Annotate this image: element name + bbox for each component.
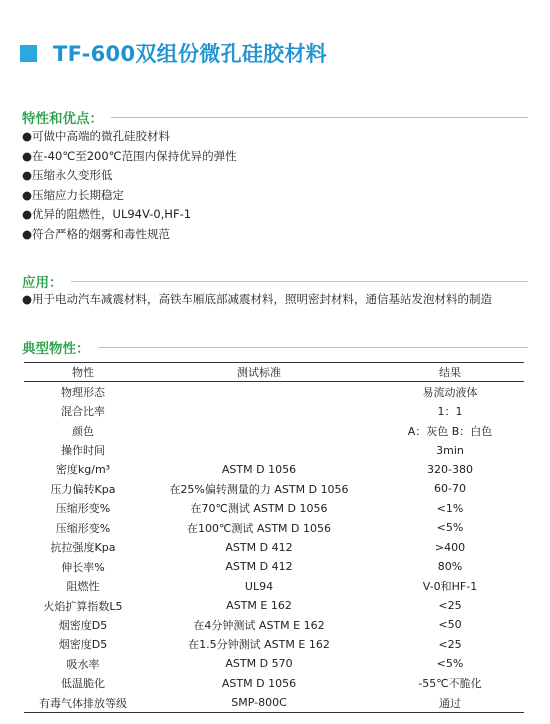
table-row [24, 557, 524, 576]
table-row [24, 596, 524, 615]
feature-item: ●优异的阻燃性，UL94V-0,HF-1 [22, 207, 192, 221]
cell-standard [142, 421, 376, 440]
cell-standard: ASTM D 1056 [221, 676, 297, 690]
cell-result: 1：1 [437, 405, 463, 419]
cell-standard [142, 382, 376, 402]
table-row [24, 654, 524, 673]
cell-property: 火焰扩算指数L5 [43, 599, 123, 613]
cell-result: 80% [437, 560, 463, 574]
table-row [24, 693, 524, 713]
cell-result: >400 [434, 540, 466, 554]
properties-section-header [22, 337, 528, 357]
application-section-header [22, 271, 528, 291]
table-row [24, 518, 524, 537]
table-row [24, 499, 524, 518]
feature-item: ●可做中高端的微孔硅胶材料 [22, 129, 171, 143]
table-row [24, 615, 524, 634]
cell-standard: 在25%偏转测量的力 ASTM D 1056 [169, 482, 349, 496]
cell-result: V-0和HF-1 [422, 580, 478, 594]
section-divider [111, 117, 528, 118]
table-row [24, 479, 524, 498]
cell-result: <1% [436, 501, 464, 515]
column-header-result: 结果 [376, 363, 524, 382]
table-row [24, 635, 524, 654]
cell-result: 320-380 [427, 462, 473, 476]
cell-standard: ASTM D 412 [225, 560, 293, 574]
properties-table [24, 362, 524, 713]
table-row [24, 421, 524, 440]
title-block [20, 38, 327, 68]
table-row [24, 401, 524, 420]
cell-property: 抗拉强度Kpa [50, 541, 116, 555]
application-heading: 应用： [22, 275, 63, 291]
application-list [22, 290, 492, 310]
title-square-marker [20, 45, 37, 62]
features-section-header [22, 107, 528, 127]
features-heading: 特性和优点： [22, 111, 103, 127]
cell-result: <25 [438, 599, 462, 613]
cell-property: 压缩形变% [55, 521, 111, 535]
cell-standard: SMP-800C [142, 693, 376, 713]
cell-result: A：灰色 B：白色 [407, 424, 493, 438]
cell-property: 低温脆化 [61, 677, 105, 691]
cell-property: 混合比率 [61, 405, 105, 419]
table-row [24, 674, 524, 693]
table-row [24, 538, 524, 557]
page-title: TF-600双组份微孔硅胶材料 [53, 42, 328, 66]
cell-standard [142, 440, 376, 459]
table-header-row [24, 363, 524, 382]
cell-standard: 在70℃测试 ASTM D 1056 [190, 502, 328, 516]
cell-result: 通过 [376, 693, 524, 713]
column-header-standard: 测试标准 [142, 363, 376, 382]
cell-property: 密度kg/m³ [55, 463, 111, 477]
cell-property: 压缩形变% [55, 502, 111, 516]
cell-result: <5% [436, 657, 464, 671]
cell-standard: ASTM D 570 [225, 657, 293, 671]
cell-result: <50 [438, 618, 462, 632]
cell-property: 烟密度D5 [58, 618, 108, 632]
cell-standard: ASTM D 412 [225, 540, 293, 554]
cell-result: 60-70 [434, 482, 466, 496]
cell-standard: ASTM D 1056 [221, 462, 297, 476]
cell-result: <25 [438, 637, 462, 651]
cell-property: 有毒气体排放等级 [24, 693, 142, 713]
cell-result: 3min [436, 443, 464, 457]
feature-item: ●在-40℃至200℃范围内保持优异的弹性 [22, 148, 237, 163]
cell-result: 易流动液体 [422, 385, 478, 399]
feature-item: ●压缩应力长期稳定 [22, 187, 125, 202]
cell-result: <5% [436, 521, 464, 535]
cell-standard: 在4分钟测试 ASTM E 162 [193, 618, 325, 632]
cell-result: -55℃不脆化 [418, 677, 482, 691]
properties-heading: 典型物性： [22, 341, 90, 357]
table-row [24, 460, 524, 479]
cell-standard: UL94 [244, 579, 274, 593]
table-row [24, 576, 524, 595]
cell-property: 伸长率% [61, 560, 105, 574]
cell-property: 物理形态 [61, 385, 105, 399]
cell-property: 压力偏转Kpa [50, 482, 116, 496]
feature-item: ●符合严格的烟雾和毒性规范 [22, 226, 171, 241]
features-list [22, 127, 237, 244]
section-divider [98, 347, 529, 348]
cell-property: 阻燃性 [66, 580, 100, 594]
application-item: ●用于电动汽车减震材料，高铁车厢底部减震材料，照明密封材料，通信基站发泡材料的制造 [22, 292, 493, 306]
cell-standard: 在100℃测试 ASTM D 1056 [186, 521, 332, 535]
table-body [24, 382, 524, 713]
cell-standard: 在1.5分钟测试 ASTM E 162 [188, 638, 330, 652]
table-row [24, 440, 524, 459]
feature-item: ●压缩永久变形低 [22, 168, 113, 182]
cell-standard: ASTM E 162 [226, 599, 292, 613]
cell-property: 烟密度D5 [58, 638, 108, 652]
cell-property: 操作时间 [61, 444, 105, 458]
table-row [24, 382, 524, 402]
column-header-property: 物性 [24, 363, 142, 382]
cell-property: 颜色 [72, 424, 94, 438]
section-divider [71, 281, 529, 282]
cell-standard [142, 401, 376, 420]
cell-property: 吸水率 [66, 657, 100, 671]
